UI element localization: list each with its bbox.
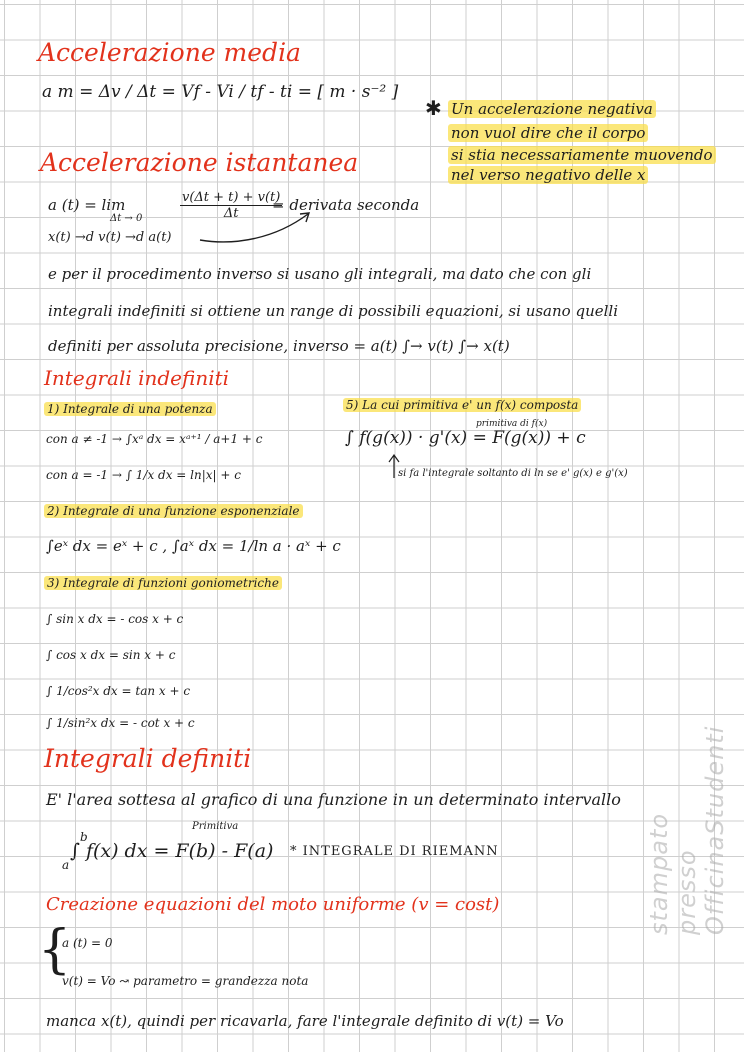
note-line-4-text: nel verso negativo delle x (448, 166, 648, 184)
derivative-chain: x(t) →d v(t) →d a(t) (48, 230, 172, 245)
note-line-2-text: non vuol dire che il corpo (448, 124, 648, 142)
heading-moto-uniforme: Creazione equazioni del moto uniforme (v = cost) (46, 894, 500, 915)
note-line-1 (448, 100, 656, 118)
note-line-4 (448, 166, 648, 184)
integral-csc2: ∫ 1/sin²x dx = - cot x + c (46, 716, 195, 730)
note-star-icon: ✱ (425, 96, 442, 120)
note-line-3-text: si stia necessariamente muovendo (448, 146, 716, 164)
system-eq-velocity: v(t) = Vo ↝ parametro = grandezza nota (62, 974, 309, 988)
curved-arrow-icon (196, 208, 316, 248)
subheading-goniometriche-text: 3) Integrale di funzioni goniometriche (44, 576, 282, 590)
integral-composite: ∫ f(g(x)) · g'(x) = F(g(x)) + c (345, 428, 586, 448)
riemann-label: * INTEGRALE DI RIEMANN (290, 844, 499, 859)
moto-bottom-line: manca x(t), quindi per ricavarla, fare l'integrale definito di v(t) = Vo (46, 1012, 564, 1030)
composite-note: si fa l'integrale soltanto di ln se e' g(x) e g'(x) (398, 468, 628, 479)
system-brace: { (38, 920, 72, 980)
formula-accel-ist-limit: Δt → 0 (110, 213, 143, 224)
integral-power-case-a: con a ≠ -1 → ∫xᵃ dx = xᵃ⁺¹ / a+1 + c (46, 432, 263, 446)
subheading-composta-text: 5) La cui primitiva e' un f(x) composta (343, 398, 581, 412)
primitiva-label: Primitiva (192, 821, 239, 832)
paragraph-line-2: integrali indefiniti si ottiene un range di possibili equazioni, si usano quelli (48, 302, 618, 320)
note-line-3 (448, 146, 716, 164)
system-eq-acceleration: a (t) = 0 (62, 936, 113, 950)
paragraph-line-1: e per il procedimento inverso si usano gli integrali, ma dato che con gli (48, 265, 592, 283)
integral-upper-bound: b (80, 830, 88, 844)
paragraph-line-3: definiti per assoluta precisione, inverso = a(t) ∫→ v(t) ∫→ x(t) (48, 337, 510, 355)
subheading-potenza-text: 1) Integrale di una potenza (44, 402, 216, 416)
integral-sin: ∫ sin x dx = - cos x + c (46, 612, 184, 626)
composite-primitive-label: primitiva di f(x) (476, 419, 548, 429)
heading-accelerazione-media: Accelerazione media (38, 38, 301, 67)
subheading-potenza (44, 402, 216, 416)
heading-integrali-indefiniti: Integrali indefiniti (44, 366, 230, 390)
fraction-numerator: v(Δt + t) + v(t) (182, 190, 281, 205)
note-line-1-text: Un accelerazione negativa (448, 100, 656, 118)
definite-integral-formula: ∫ f(x) dx = F(b) - F(a) (70, 840, 274, 862)
subheading-esponenziale-text: 2) Integrale di una funzione esponenziale (44, 504, 303, 518)
formula-accel-ist-lhs: a (t) = lim (48, 196, 126, 214)
watermark: stampato presso OfficinaStudenti (645, 725, 729, 935)
heading-integrali-definiti: Integrali definiti (44, 744, 252, 773)
integral-lower-bound: a (62, 858, 70, 872)
heading-accelerazione-istantanea: Accelerazione istantanea (40, 148, 359, 177)
formula-accel-ist-tail: = derivata seconda (272, 196, 420, 214)
definite-integral-definition: E' l'area sottesa al grafico di una funzione in un determinato intervallo (46, 790, 621, 809)
note-line-2 (448, 124, 648, 142)
subheading-goniometriche (44, 576, 282, 590)
integral-cos: ∫ cos x dx = sin x + c (46, 648, 176, 662)
fraction-denominator: Δt (223, 206, 239, 221)
subheading-esponenziale (44, 504, 303, 518)
formula-accel-media: a m = Δv / Δt = Vf - Vi / tf - ti = [ m · s⁻² ] (42, 82, 399, 102)
integral-exponential: ∫eˣ dx = eˣ + c , ∫aˣ dx = 1/ln a · aˣ + c (46, 537, 341, 555)
integral-power-case-b: con a = -1 → ∫ 1/x dx = ln|x| + c (46, 468, 241, 482)
integral-sec2: ∫ 1/cos²x dx = tan x + c (46, 684, 191, 698)
subheading-composta (343, 398, 581, 412)
